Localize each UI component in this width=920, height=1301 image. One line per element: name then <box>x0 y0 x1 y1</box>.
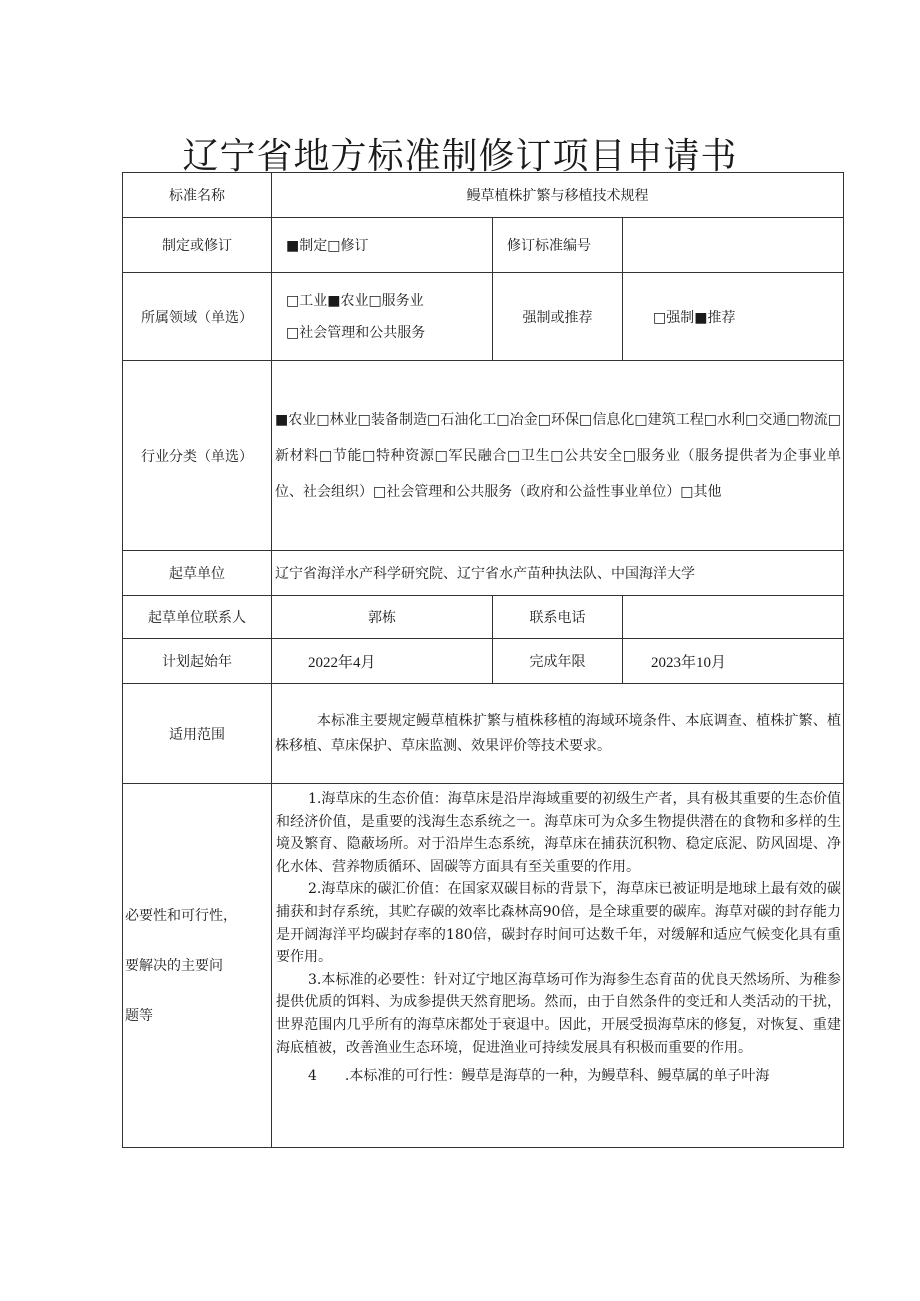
revise-type-label: 制定或修订 <box>123 218 272 273</box>
scope-value: 本标准主要规定鳗草植株扩繁与植株移植的海域环境条件、本底调查、植株扩繁、植株移植、草床保护、草床监测、效果评价等技术要求。 <box>272 684 844 784</box>
row-standard-name <box>123 173 844 218</box>
necessity-paragraph: 2.海草床的碳汇价值：在国家双碳目标的背景下，海草床已被证明是地球上最有效的碳捕获和封存系统，其贮存碳的效率比森林高90倍，是全球重要的碳库。海草对碳的封存能力是开阔海洋平均碳封存率的180倍，碳封存时间可达数千年，对缓解和适应气候变化具有重要作用。 <box>276 881 841 966</box>
necessity-paragraph: 3.本标准的必要性：针对辽宁地区海草场可作为海参生态育苗的优良天然场所、为稚参提供优质的饵料、为成参提供天然育肥场。然而，由于自然条件的变迁和人类活动的干扰，世界范围内几乎所有的海草床都处于衰退中。因此，开展受损海草床的修复，对恢复、重建海底植被，改善渔业生态环境，促进渔业可持续发展具有积极而重要的作用。 <box>276 971 841 1056</box>
necessity-content <box>272 784 844 1148</box>
necessity-label-line: 题等 <box>125 1007 153 1024</box>
force-value: □强制■推荐 <box>623 273 844 361</box>
phone-value <box>623 596 844 639</box>
domain-option-line-1: □工业■农业□服务业 <box>286 292 424 309</box>
phone-label: 联系电话 <box>493 596 623 639</box>
standard-name-value: 鳗草植株扩繁与移植技术规程 <box>272 173 844 218</box>
force-label: 强制或推荐 <box>493 273 623 361</box>
row-drafter <box>123 551 844 596</box>
plan-start-label: 计划起始年 <box>123 639 272 684</box>
drafter-value: 辽宁省海洋水产科学研究院、辽宁省水产苗种执法队、中国海洋大学 <box>272 551 844 596</box>
drafter-label: 起草单位 <box>123 551 272 596</box>
row-domain <box>123 273 844 361</box>
domain-value <box>272 273 493 361</box>
row-scope <box>123 684 844 784</box>
standard-name-label: 标准名称 <box>123 173 272 218</box>
scope-label: 适用范围 <box>123 684 272 784</box>
finish-value: 2023年10月 <box>623 639 844 684</box>
industry-label: 行业分类（单选） <box>123 361 272 551</box>
necessity-paragraph: 4 .本标准的可行性：鳗草是海草的一种，为鳗草科、鳗草属的单子叶海 <box>308 1068 770 1085</box>
domain-option-line-2: □社会管理和公共服务 <box>286 324 426 341</box>
row-industry <box>123 361 844 551</box>
row-contact <box>123 596 844 639</box>
industry-value: ■农业□林业□装备制造□石油化工□冶金□环保□信息化□建筑工程□水利□交通□物流□新材料□节能□特种资源□军民融合□卫生□公共安全□服务业（服务提供者为企事业单位、社会组织）□社会管理和公共服务（政府和公益性事业单位）□其他 <box>272 361 844 551</box>
necessity-paragraph: 1.海草床的生态价值：海草床是沿岸海域重要的初级生产者，具有极其重要的生态价值和经济价值，是重要的浅海生态系统之一。海草床可为众多生物提供潜在的食物和多样的生境及繁育、隐蔽场所。对于沿岸生态系统，海草床在捕获沉积物、稳定底泥、防风固堤、净化水体、营养物质循环、固碳等方面具有至关重要的作用。 <box>276 791 841 875</box>
necessity-label <box>123 784 272 1148</box>
page-title: 辽宁省地方标准制修订项目申请书 <box>182 136 738 177</box>
domain-label: 所属领域（单选） <box>123 273 272 361</box>
row-necessity <box>123 784 844 1148</box>
revise-number-label: 修订标准编号 <box>493 218 623 273</box>
row-plan <box>123 639 844 684</box>
necessity-label-line: 必要性和可行性， <box>125 907 237 924</box>
necessity-label-line: 要解决的主要问 <box>125 957 223 974</box>
finish-label: 完成年限 <box>493 639 623 684</box>
contact-label: 起草单位联系人 <box>123 596 272 639</box>
revise-type-value: ■制定□修订 <box>272 218 493 273</box>
application-form-table <box>122 172 844 1148</box>
revise-number-value <box>623 218 844 273</box>
contact-value: 郭栋 <box>272 596 493 639</box>
row-revise-type <box>123 218 844 273</box>
plan-start-value: 2022年4月 <box>272 639 493 684</box>
